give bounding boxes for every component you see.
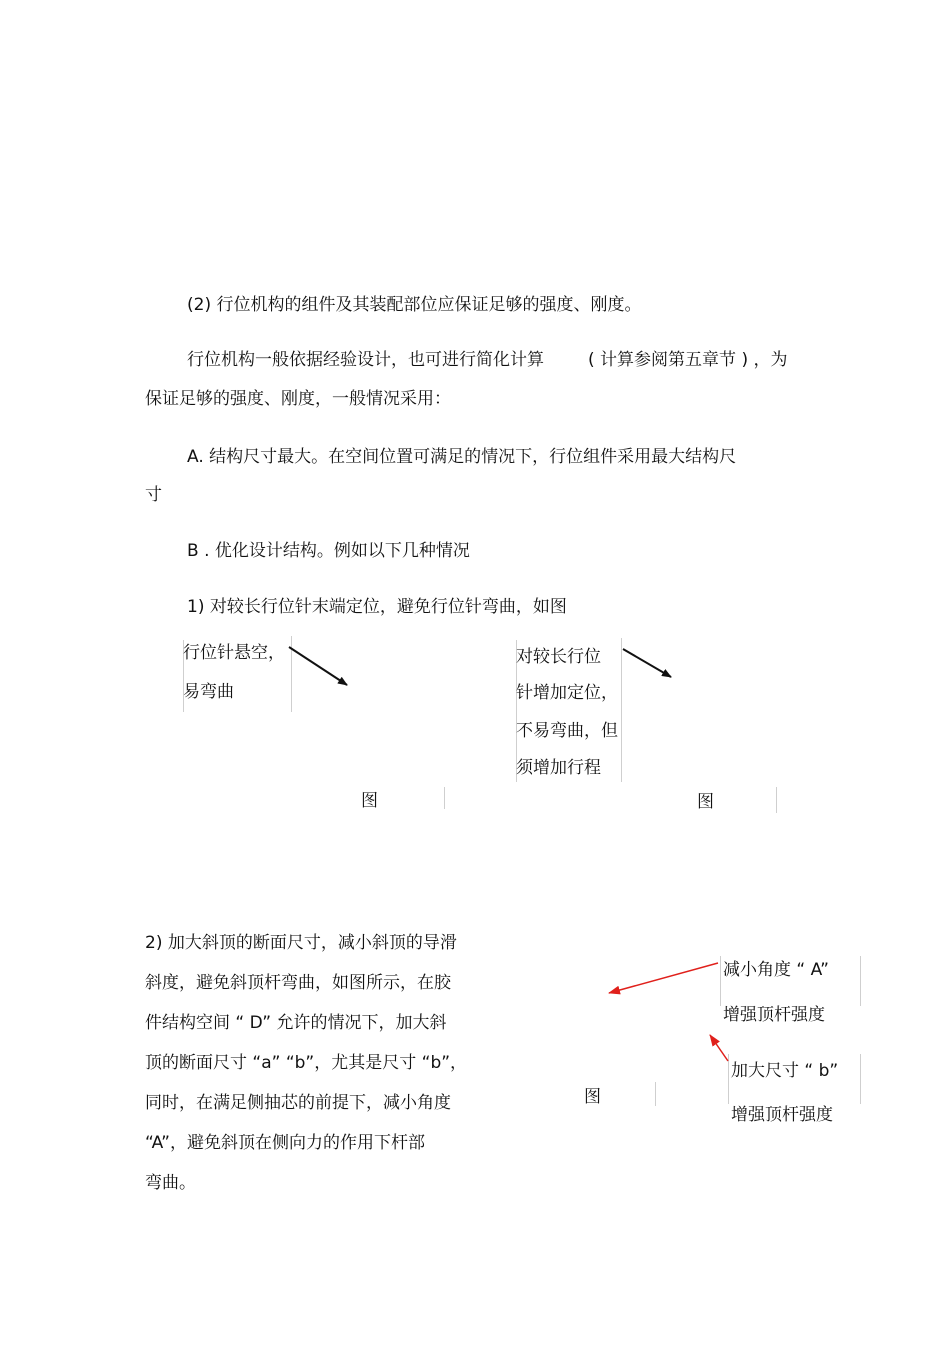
intro-line-1-reference: ( 计算参阅第五章节 ) ，为 (588, 350, 788, 370)
item-1-line: 1) 对较长行位针末端定位，避免行位针弯曲，如图 (187, 597, 567, 617)
figure1-caption-right: 图 (697, 792, 714, 812)
section2-line-2: 斜度，避免斜顶杆弯曲，如图所示，在胶 (145, 973, 451, 993)
section-2-heading: (2) 行位机构的组件及其装配部位应保证足够的强度、刚度。 (187, 295, 642, 315)
figure2-note-a-line-2: 增强顶杆强度 (723, 1005, 825, 1025)
section2-line-5: 同时，在满足侧抽芯的前提下，减小角度 (145, 1093, 451, 1113)
option-a-line-1: A. 结构尺寸最大。在空间位置可满足的情况下，行位组件采用最大结构尺 (187, 447, 737, 467)
section2-line-3: 件结构空间 “ D” 允许的情况下，加大斜 (145, 1013, 447, 1033)
figure2-note-b-line-1: 加大尺寸 “ b” (731, 1061, 839, 1081)
figure1-right-note-line-1: 对较长行位 (516, 647, 601, 667)
intro-line-1: 行位机构一般依据经验设计，也可进行简化计算 (187, 350, 544, 370)
figure1-left-arrow (289, 647, 347, 685)
figure1-right-note-line-3: 不易弯曲，但 (516, 721, 618, 741)
section2-line-7: 弯曲。 (145, 1173, 196, 1193)
figure1-right-arrow (623, 649, 671, 677)
figure2-caption: 图 (584, 1087, 601, 1107)
option-a-line-2: 寸 (145, 485, 162, 505)
figure2-arrow-to-angle (609, 963, 718, 993)
intro-line-2: 保证足够的强度、刚度，一般情况采用： (145, 389, 451, 409)
section2-line-1: 2) 加大斜顶的断面尺寸，减小斜顶的导滑 (145, 933, 457, 953)
figure1-right-note-line-4: 须增加行程 (516, 758, 601, 778)
section2-line-6: “A”，避免斜顶在侧向力的作用下杆部 (145, 1133, 425, 1153)
figure1-right-note-line-2: 针增加定位， (516, 683, 618, 703)
figure1-caption-left: 图 (361, 791, 378, 811)
option-b-line: B . 优化设计结构。例如以下几种情况 (187, 541, 470, 561)
figure1-left-note-line-1: 行位针悬空， (183, 643, 285, 663)
figure2-arrow-to-size-b (710, 1035, 728, 1061)
figure2-note-a-line-1: 减小角度 “ A” (723, 960, 829, 980)
section2-line-4: 顶的断面尺寸 “a” “b”，尤其是尺寸 “b”， (145, 1053, 468, 1073)
figure1-left-note-line-2: 易弯曲 (183, 682, 234, 702)
figure2-note-b-line-2: 增强顶杆强度 (731, 1105, 833, 1125)
